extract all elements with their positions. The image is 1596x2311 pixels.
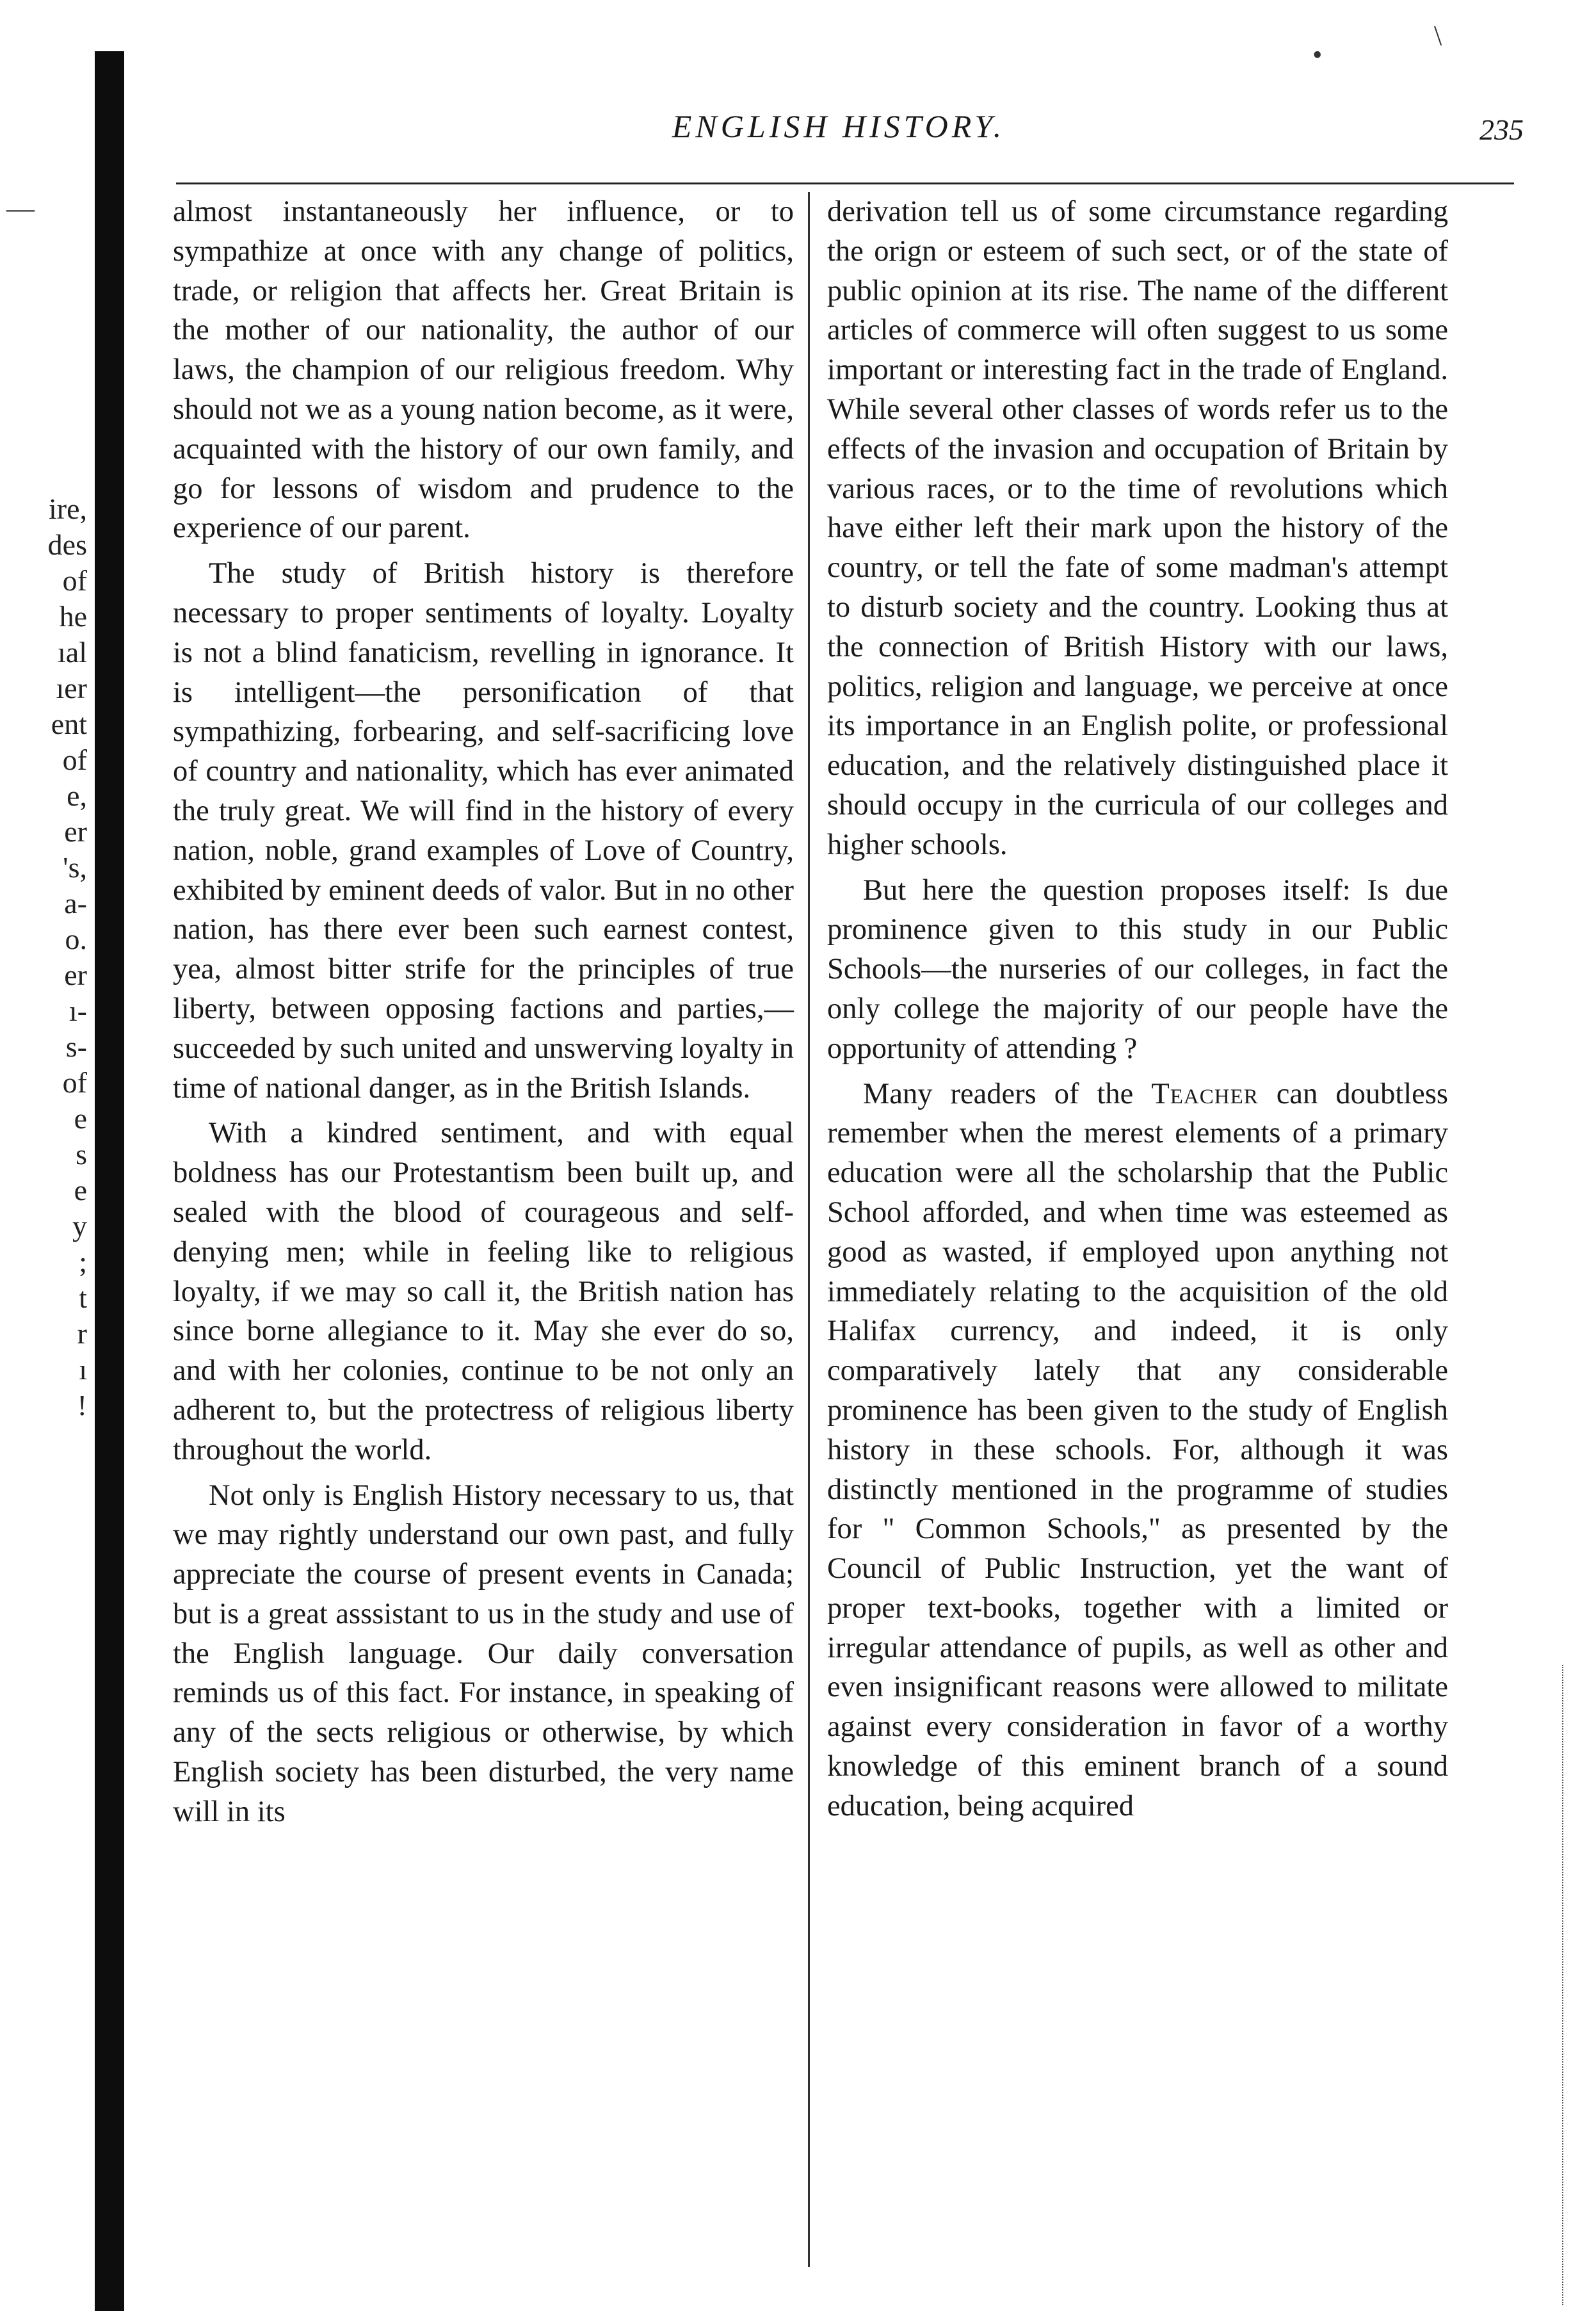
margin-fragment: er bbox=[64, 959, 87, 991]
margin-fragment: t bbox=[79, 1281, 87, 1314]
margin-fragment: r bbox=[77, 1317, 87, 1350]
margin-fragment: s bbox=[76, 1138, 87, 1171]
paragraph: But here the question proposes itself: Is due prominence given to this study in our Public Schools—the nurseries of our colleges, in fact the only college the majority of our people have the opportunity of attending ? bbox=[827, 873, 1448, 1065]
margin-fragment: ıal bbox=[58, 636, 87, 669]
margin-fragment: e bbox=[74, 1174, 87, 1206]
page-header bbox=[154, 102, 1524, 154]
corner-mark: \ bbox=[1434, 20, 1442, 51]
margin-fragment: ; bbox=[79, 1245, 87, 1278]
right-column bbox=[827, 192, 1448, 1826]
paragraph-text: can doubtless remember when the merest elements of a primary education were all the scholarship that the Public School afforded, and when time was esteemed as good as wasted, if employed upon anything not immediately relating to the acquisition of the old Halifax currency, and indeed, it is only comparatively lately that any considerable prominence has been given to the study of English history in these schools. For, although it was distinctly mentioned in the programme of studies for " Common Schools," as presented by the Council of Public Instruction, yet the want of proper text-books, together with a limited or irregular attendance of pupils, as well as other and even insignificant reasons were allowed to militate against every consideration in favor of a worthy knowledge of this eminent branch of a sound education, being acquired bbox=[827, 1077, 1449, 1822]
margin-fragment: 's, bbox=[63, 851, 87, 884]
column-divider bbox=[808, 192, 810, 2267]
margin-fragment: er bbox=[64, 815, 87, 848]
running-title: ENGLISH HISTORY. bbox=[672, 108, 1006, 144]
dot-mark: • bbox=[1312, 39, 1323, 70]
margin-fragment: ! bbox=[77, 1389, 87, 1422]
scan-edge bbox=[1562, 1665, 1583, 2305]
margin-fragment: des bbox=[47, 528, 87, 561]
margin-dash-mark: — bbox=[6, 193, 35, 224]
margin-fragment: of bbox=[62, 1066, 87, 1099]
paragraph-text: Many readers of the bbox=[863, 1077, 1134, 1110]
margin-fragment: s- bbox=[65, 1030, 87, 1063]
margin-fragment: of bbox=[62, 564, 87, 597]
teacher-small-caps: Teacher bbox=[1151, 1077, 1259, 1110]
left-column bbox=[173, 192, 794, 1832]
margin-fragment: ı bbox=[79, 1353, 87, 1386]
paragraph: Not only is English History necessary to us, that we may rightly understand our own past, and fully appreciate the course of present events in Canada; but is a great asssistant to us in the study and use of the English language. Our daily conversation reminds us of this fact. For instance, in speaking of any of the sects religious or otherwise, by which English society has been disturbed, the very name will in its bbox=[173, 1479, 794, 1828]
paragraph: derivation tell us of some circumstance regarding the orign or esteem of such sect, or of the state of public opinion at its rise. The name of the different articles of commerce will often suggest to us some important or interesting fact in the trade of England. While several other classes of words refer us to the effects of the invasion and occupation of Britain by various races, or to the time of revolutions which have either left their mark upon the history of the country, or tell the fate of some madman's attempt to disturb society and the country. Looking thus at the connection of British History with our laws, politics, religion and language, we perceive at once its importance in an English polite, or professional education, and the relatively distinguished place it should occupy in the curricula of our colleges and higher schools. bbox=[827, 195, 1448, 861]
paragraph: With a kindred sentiment, and with equal boldness has our Protestantism been built up, and sealed with the blood of courageous and self-denying men; while in feeling like to religious loyalty, if we may so call it, the British nation has since borne allegiance to it. May she ever do so, and with her colonies, continue to be not only an adherent to, but the protectress of religious liberty throughout the world. bbox=[173, 1117, 794, 1466]
margin-fragment: a- bbox=[64, 887, 87, 920]
header-rule bbox=[176, 182, 1514, 184]
margin-fragment: of bbox=[62, 743, 87, 776]
binding-shadow bbox=[95, 51, 124, 2311]
margin-fragment: he bbox=[59, 600, 87, 633]
margin-fragment: e, bbox=[67, 779, 87, 812]
margin-fragment: y bbox=[72, 1210, 87, 1242]
margin-fragment: e bbox=[74, 1102, 87, 1135]
margin-fragment: ı- bbox=[69, 994, 87, 1027]
margin-fragment: ire, bbox=[48, 492, 87, 525]
margin-fragment: ıer bbox=[56, 672, 87, 704]
paragraph bbox=[827, 1074, 1448, 1826]
paragraph: The study of British history is therefore necessary to proper sentiments of loyalty. Loyalty is not a blind fanaticism, revelling in ignorance. It is intelligent—the personification of that sympathizing, forbearing, and self-sacrificing love of country and nationality, which has ever animated the truly great. We will find in the history of every nation, noble, grand examples of Love of Country, exhibited by eminent deeds of valor. But in no other nation, has there ever been such earnest contest, yea, almost bitter strife for the principles of true liberty, between opposing factions and parties,—succeeded by such united and unswerving loyalty in time of national danger, as in the British Islands. bbox=[173, 557, 794, 1105]
margin-fragment: o. bbox=[65, 923, 87, 955]
page-number: 235 bbox=[1479, 113, 1524, 146]
margin-fragment: ent bbox=[51, 708, 87, 740]
left-margin-fragments bbox=[4, 0, 87, 2311]
paragraph: almost instantaneously her influence, or to sympathize at once with any change of politics, trade, or religion that affects her. Great Britain is the mother of our nationality, the author of our laws, the champion of our religious freedom. Why should not we as a young nation become, as it were, acquainted with the history of our own family, and go for lessons of wisdom and prudence to the experience of our parent. bbox=[173, 195, 794, 545]
